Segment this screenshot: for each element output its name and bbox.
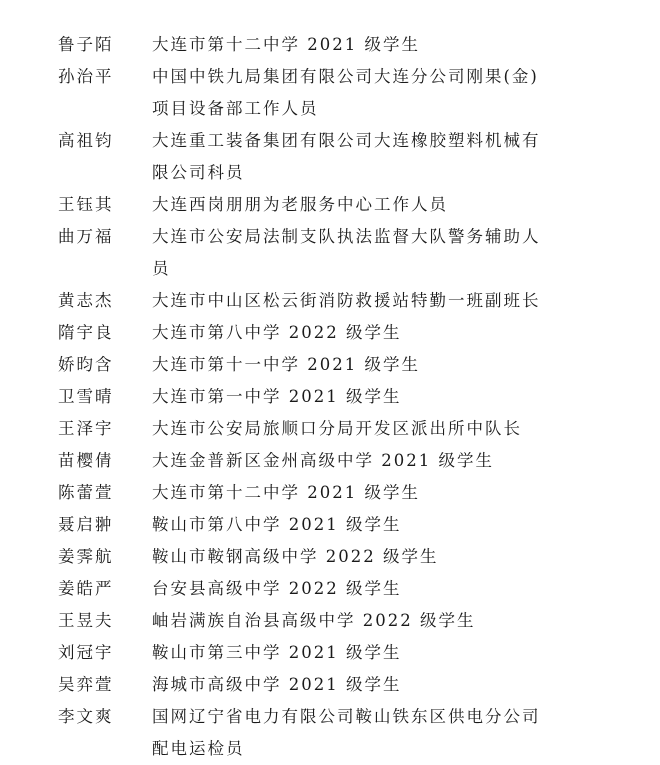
person-description: 中国中铁九局集团有限公司大连分公司刚果(金)项目设备部工作人员: [152, 67, 539, 118]
list-item: [0, 541, 660, 573]
person-description: 大连市公安局旅顺口分局开发区派出所中队长: [152, 419, 522, 438]
list-item: [0, 413, 660, 445]
list-item: [0, 61, 660, 125]
person-description: 大连市第十一中学 2021 级学生: [152, 355, 420, 374]
person-name: 孙治平: [58, 67, 114, 86]
list-item: [0, 701, 660, 765]
person-description: 大连市第八中学 2022 级学生: [152, 323, 402, 342]
list-item: [0, 509, 660, 541]
person-description: 鞍山市第三中学 2021 级学生: [152, 643, 402, 662]
person-name: 李文爽: [58, 707, 114, 726]
list-item: [0, 573, 660, 605]
person-name: 隋宇良: [58, 323, 114, 342]
honoree-list: [0, 29, 660, 765]
person-name: 刘冠宇: [58, 643, 114, 662]
person-description: 大连金普新区金州高级中学 2021 级学生: [152, 451, 494, 470]
person-description: 台安县高级中学 2022 级学生: [152, 579, 402, 598]
list-item: [0, 445, 660, 477]
list-item: [0, 285, 660, 317]
person-name: 王钰其: [58, 195, 114, 214]
person-description: 岫岩满族自治县高级中学 2022 级学生: [152, 611, 476, 630]
person-description: 鞍山市第八中学 2021 级学生: [152, 515, 402, 534]
person-name: 陈蕾萱: [58, 483, 114, 502]
person-description: 大连西岗朋朋为老服务中心工作人员: [152, 195, 448, 214]
person-name: 苗樱倩: [58, 451, 114, 470]
person-name: 姜皓严: [58, 579, 114, 598]
list-item: [0, 605, 660, 637]
list-item: [0, 477, 660, 509]
person-name: 卫雪晴: [58, 387, 114, 406]
list-item: [0, 669, 660, 701]
person-description: 海城市高级中学 2021 级学生: [152, 675, 402, 694]
person-description: 大连市公安局法制支队执法监督大队警务辅助人员: [152, 227, 541, 278]
person-name: 黄志杰: [58, 291, 114, 310]
list-item: [0, 189, 660, 221]
list-item: [0, 29, 660, 61]
list-item: [0, 125, 660, 189]
person-name: 吴弈萱: [58, 675, 114, 694]
person-description: 鞍山市鞍钢高级中学 2022 级学生: [152, 547, 439, 566]
person-name: 聂启翀: [58, 515, 114, 534]
person-name: 姜霁航: [58, 547, 114, 566]
person-name: 鲁子陌: [58, 35, 114, 54]
list-item: [0, 637, 660, 669]
person-description: 国网辽宁省电力有限公司鞍山铁东区供电分公司配电运检员: [152, 707, 541, 758]
person-name: 王昱夫: [58, 611, 114, 630]
person-name: 高祖钧: [58, 131, 114, 150]
list-item: [0, 381, 660, 413]
person-description: 大连市第十二中学 2021 级学生: [152, 483, 420, 502]
person-name: 王泽宇: [58, 419, 114, 438]
person-description: 大连市中山区松云街消防救援站特勤一班副班长: [152, 291, 541, 310]
person-description: 大连重工装备集团有限公司大连橡胶塑料机械有限公司科员: [152, 131, 541, 182]
list-item: [0, 317, 660, 349]
person-name: 曲万福: [58, 227, 114, 246]
person-description: 大连市第十二中学 2021 级学生: [152, 35, 420, 54]
person-description: 大连市第一中学 2021 级学生: [152, 387, 402, 406]
list-item: [0, 349, 660, 381]
person-name: 娇昀含: [58, 355, 114, 374]
list-item: [0, 221, 660, 285]
